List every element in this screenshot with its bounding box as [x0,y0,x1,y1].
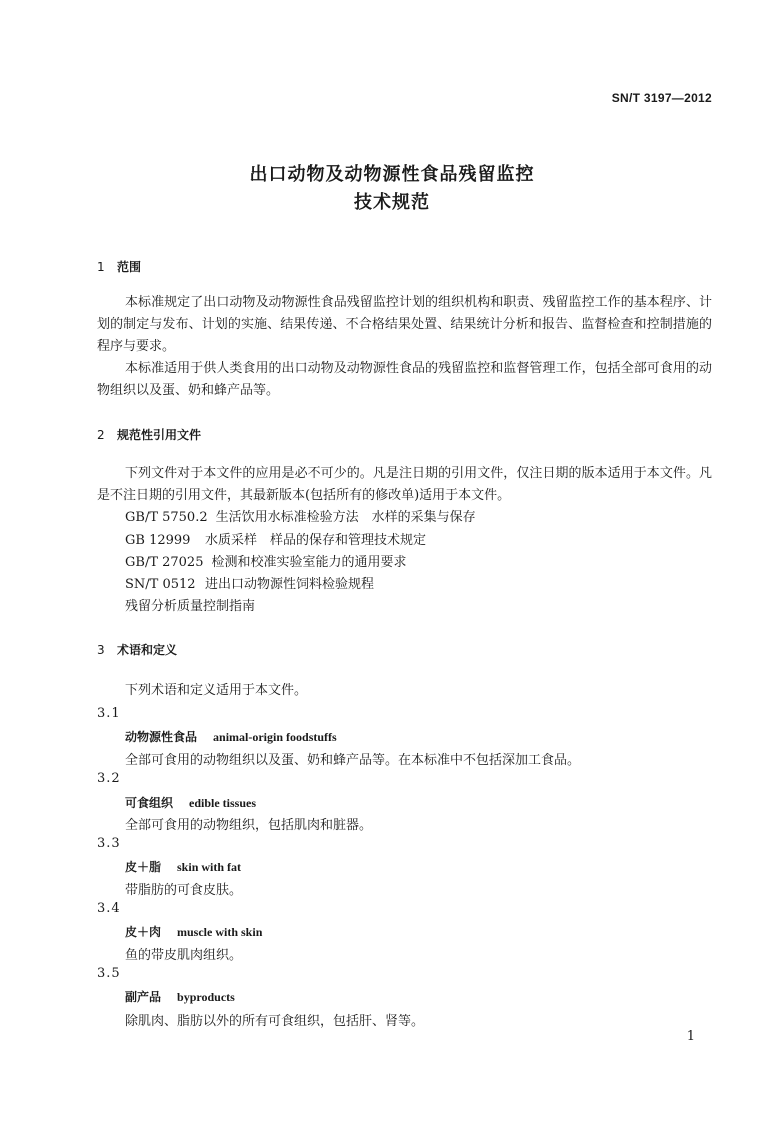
section-title: 范围 [117,260,142,274]
section-number: 1 [97,260,105,274]
document-title-line2: 技术规范 [354,192,430,213]
section-number: 2 [97,428,105,442]
term-chinese: 动物源性食品 [125,730,198,744]
term-english: edible tissues [189,796,257,810]
term-entry [125,923,262,940]
term-english: muscle with skin [177,925,263,939]
term-english: byproducts [177,990,235,1004]
terms-intro: 下列术语和定义适用于本文件。 [125,683,308,698]
term-chinese: 副产品 [125,990,162,1004]
term-entry [125,728,337,745]
reference-title: 检测和校准实验室能力的通用要求 [211,555,407,570]
term-entry [125,794,256,811]
reference-title: 进出口动物源性饲料检验规程 [205,577,375,592]
term-chinese: 可食组织 [125,796,174,810]
standard-code: SN/T 3197—2012 [611,91,712,105]
term-number: 3.1 [97,706,121,721]
term-number: 3.3 [97,836,121,851]
scope-paragraph-2: 本标准适用于供人类食用的出口动物及动物源性食品的残留监控和监督管理工作，包括全部可食用的动物组织以及蛋、奶和蜂产品等。 [97,361,712,398]
section-title: 术语和定义 [117,643,178,657]
term-definition: 全部可食用的动物组织，包括肌肉和脏器。 [125,818,373,833]
term-definition: 带脂肪的可食皮肤。 [125,883,243,898]
section-2-heading [97,426,201,443]
reference-code: GB/T 5750.2 [125,510,208,525]
reference-item [125,597,255,617]
references-intro: 下列文件对于本文件的应用是必不可少的。凡是注日期的引用文件，仅注日期的版本适用于本文件。凡是不注日期的引用文件，其最新版本(包括所有的修改单)适用于本文件。 [97,466,712,503]
term-english: skin with fat [177,860,242,874]
section-number: 3 [97,643,105,657]
term-definition: 鱼的带皮肌肉组织。 [125,948,243,963]
reference-item [125,508,476,528]
term-entry [125,988,235,1005]
reference-title: 残留分析质量控制指南 [125,599,256,614]
reference-item [125,575,374,595]
scope-paragraph-1: 本标准规定了出口动物及动物源性食品残留监控计划的组织机构和职责、残留监控工作的基本程序、计划的制定与发布、计划的实施、结果传递、不合格结果处置、结果统计分析和报告、监督检查和控制措施的程序与要求。 [97,295,712,354]
section-1-heading [97,258,141,275]
document-title-line1: 出口动物及动物源性食品残留监控 [249,164,535,185]
term-definition: 除肌肉、脂肪以外的所有可食组织，包括肝、肾等。 [125,1014,425,1029]
page-number: 1 [686,1029,695,1044]
term-number: 3.4 [97,901,121,916]
reference-code: GB/T 27025 [125,555,204,570]
reference-item [125,531,426,551]
term-chinese: 皮＋肉 [125,925,162,939]
reference-title: 生活饮用水标准检验方法 水样的采集与保存 [215,510,476,525]
term-chinese: 皮＋脂 [125,860,162,874]
term-number: 3.2 [97,771,121,786]
reference-title: 水质采样 样品的保存和管理技术规定 [205,533,427,548]
term-entry [125,858,241,875]
term-english: animal-origin foodstuffs [213,730,337,744]
reference-code: GB 12999 [125,533,191,548]
section-title: 规范性引用文件 [117,428,202,442]
section-3-heading [97,641,177,658]
reference-item [125,553,407,573]
reference-code: SN/T 0512 [125,577,196,592]
term-number: 3.5 [97,966,121,981]
term-definition: 全部可食用的动物组织以及蛋、奶和蜂产品等。在本标准中不包括深加工食品。 [125,753,581,768]
